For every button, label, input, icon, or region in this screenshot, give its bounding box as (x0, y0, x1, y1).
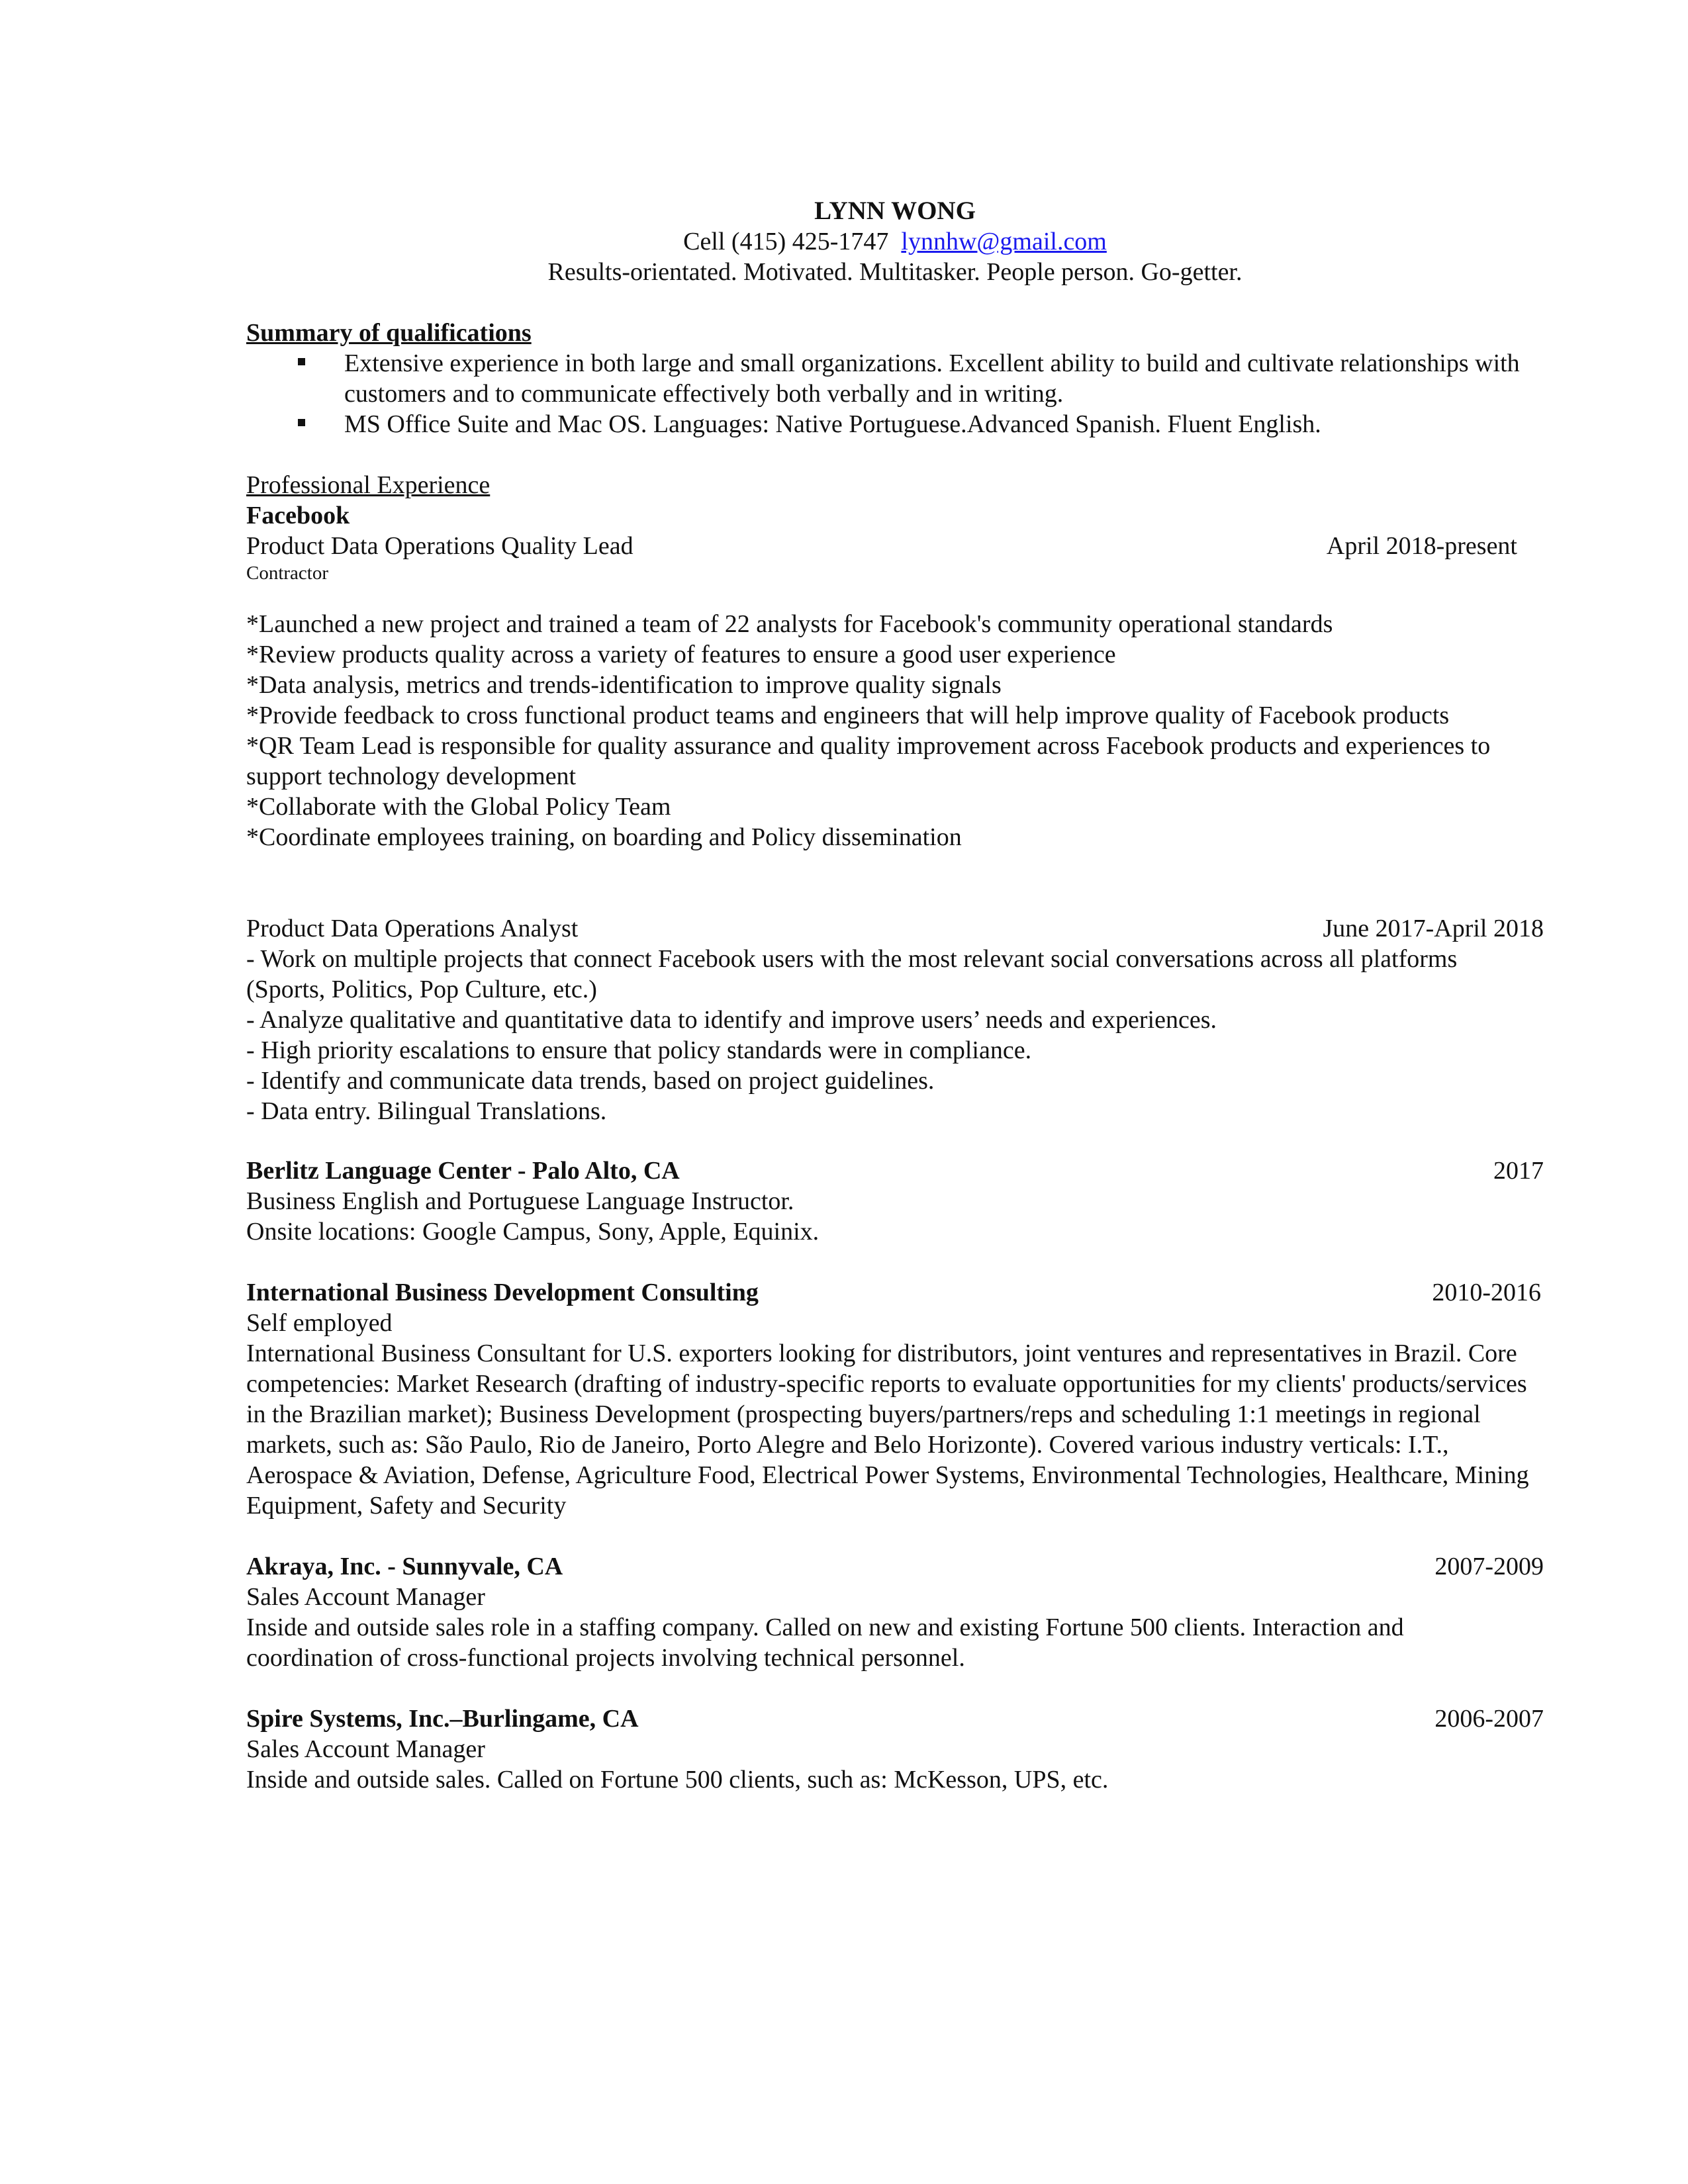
job-line: Business English and Portuguese Language Instructor. (246, 1187, 794, 1215)
job-description: International Business Consultant for U.S. exporters looking for distributors, joint ventures and representatives in Brazil. Core competencies: Market Research (drafting of industry-specific reports to evaluate opportunities for my clients' products/services in the Brazilian market); Business Development (prospecting buyers/partners/reps and scheduling 1:1 meetings in regional markets, such as: São Paulo, Rio de Janeiro, Porto Alegre and Belo Horizonte). Covered various industry verticals: I.T., Aerospace & Aviation, Defense, Agriculture Food, Electrical Power Systems, Environmental Technologies, Healthcare, Mining Equipment, Safety and Security (246, 1340, 1529, 1520)
list-item: *QR Team Lead is responsible for quality assurance and quality improvement across Facebook products and experiences to support technology development (246, 732, 1491, 790)
job-title: Product Data Operations Analyst (246, 915, 579, 942)
akraya-section (246, 1551, 1544, 1673)
employment-type: Contractor (246, 563, 329, 584)
list-item: - Data entry. Bilingual Translations. (246, 1097, 607, 1125)
job-dates: 2017 (1493, 1157, 1544, 1185)
ibdc-section (246, 1277, 1544, 1521)
company-row (246, 1277, 1541, 1308)
list-item: *Coordinate employees training, on boarding and Policy dissemination (246, 823, 962, 851)
summary-section (246, 318, 1544, 439)
company-name: Akraya, Inc. - Sunnyvale, CA (246, 1553, 563, 1580)
company-name: Spire Systems, Inc.–Burlingame, CA (246, 1705, 639, 1733)
email-link[interactable]: lynnhw@gmail.com (901, 228, 1107, 255)
contact-line (246, 226, 1544, 257)
list-item: *Collaborate with the Global Policy Team (246, 793, 671, 821)
job-dates: June 2017-April 2018 (1323, 915, 1544, 942)
job-title-row (246, 531, 1517, 561)
company-row (246, 1704, 1544, 1734)
candidate-name: LYNN WONG (814, 197, 976, 225)
job-dates: 2007-2009 (1434, 1553, 1544, 1580)
job-role: Sales Account Manager (246, 1735, 485, 1763)
square-bullet-icon (298, 419, 305, 426)
list-item: Extensive experience in both large and small organizations. Excellent ability to build and cultivate relationships with customers and to communicate effectively both verbally and in writing. (246, 348, 1536, 409)
facebook-role1-bullets (246, 609, 1517, 852)
resume-header (246, 196, 1544, 287)
facebook-role2 (246, 913, 1544, 1126)
job-title-row (246, 913, 1544, 944)
facebook-role2-bullets (246, 944, 1517, 1126)
job-dates: April 2018-present (1326, 532, 1517, 560)
tagline: Results-orientated. Motivated. Multitasker. People person. Go-getter. (547, 258, 1243, 286)
phone-number: Cell (415) 425-1747 (683, 228, 889, 255)
list-item: - High priority escalations to ensure that policy standards were in compliance. (246, 1036, 1032, 1064)
experience-heading: Professional Experience (246, 471, 491, 499)
list-item: *Review products quality across a variety of features to ensure a good user experience (246, 641, 1116, 668)
list-item: - Identify and communicate data trends, based on project guidelines. (246, 1067, 935, 1095)
summary-list (246, 348, 1544, 439)
company-name: International Business Development Consulting (246, 1279, 759, 1306)
list-item: MS Office Suite and Mac OS. Languages: Native Portuguese.Advanced Spanish. Fluent English. (246, 409, 1536, 439)
company-facebook: Facebook (246, 502, 350, 529)
job-description: Inside and outside sales role in a staffing company. Called on new and existing Fortune 500 clients. Interaction and coordination of cross-functional projects involving technical personnel. (246, 1614, 1404, 1672)
list-item: *Data analysis, metrics and trends-identification to improve quality signals (246, 671, 1002, 699)
list-item: - Analyze qualitative and quantitative data to identify and improve users’ needs and experiences. (246, 1006, 1217, 1034)
list-item: *Provide feedback to cross functional product teams and engineers that will help improve quality of Facebook products (246, 702, 1450, 729)
job-dates: 2010-2016 (1432, 1279, 1541, 1306)
summary-heading: Summary of qualifications (246, 319, 532, 347)
job-line: Onsite locations: Google Campus, Sony, Apple, Equinix. (246, 1218, 820, 1246)
berlitz-section (246, 1156, 1544, 1247)
job-title: Product Data Operations Quality Lead (246, 532, 633, 560)
company-name: Berlitz Language Center - Palo Alto, CA (246, 1157, 680, 1185)
experience-section (246, 470, 1544, 585)
job-role: Sales Account Manager (246, 1583, 485, 1611)
list-item: *Launched a new project and trained a team of 22 analysts for Facebook's community operational standards (246, 610, 1333, 638)
job-dates: 2006-2007 (1434, 1705, 1544, 1733)
spire-section (246, 1704, 1544, 1795)
company-row (246, 1551, 1544, 1582)
job-role: Self employed (246, 1309, 393, 1337)
job-description: Inside and outside sales. Called on Fortune 500 clients, such as: McKesson, UPS, etc. (246, 1766, 1109, 1794)
list-item: - Work on multiple projects that connect Facebook users with the most relevant social conversations across all platforms (Sports, Politics, Pop Culture, etc.) (246, 945, 1458, 1003)
square-bullet-icon (298, 358, 305, 365)
company-row (246, 1156, 1544, 1186)
